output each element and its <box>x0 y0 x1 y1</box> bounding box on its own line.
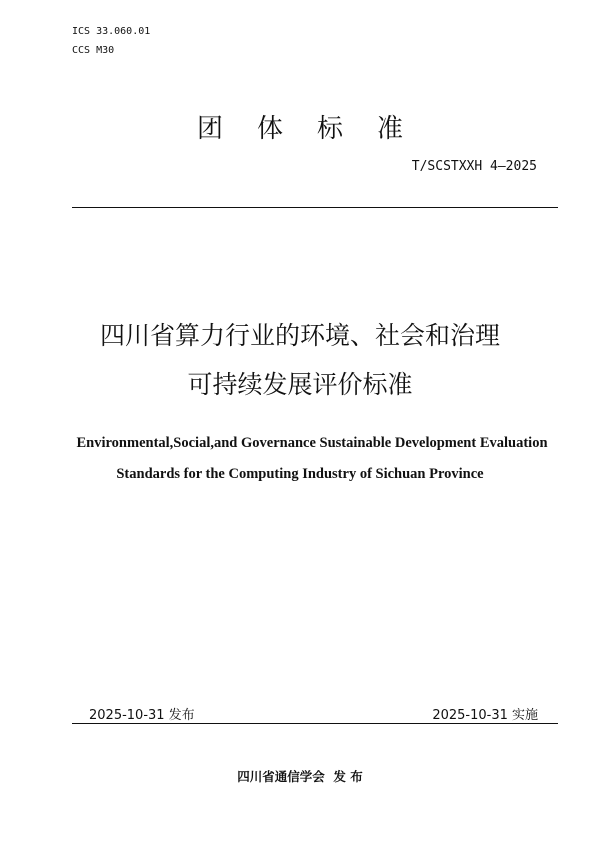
implement-date: 2025-10-31 实施 <box>432 708 538 723</box>
publish-date: 2025-10-31 发布 <box>89 708 195 723</box>
title-cn-line-1: 四川省算力行业的环境、社会和治理 <box>99 321 500 350</box>
ccs-code: CCS M30 <box>72 45 115 56</box>
title-en-line-2: Standards for the Computing Industry of Sichuan Province <box>116 466 484 482</box>
standard-number: T/SCSTXXH 4—2025 <box>411 159 537 174</box>
bottom-divider <box>72 723 558 724</box>
title-en-line-1: Environmental,Social,and Governance Sustainable Development Evaluation <box>76 435 548 451</box>
ics-code: ICS 33.060.01 <box>72 26 151 37</box>
top-divider <box>72 207 558 208</box>
title-cn-line-2: 可持续发展评价标准 <box>187 370 413 399</box>
publisher: 四川省通信学会 发 布 <box>237 769 363 784</box>
standard-type: 团体标准 <box>196 114 437 144</box>
